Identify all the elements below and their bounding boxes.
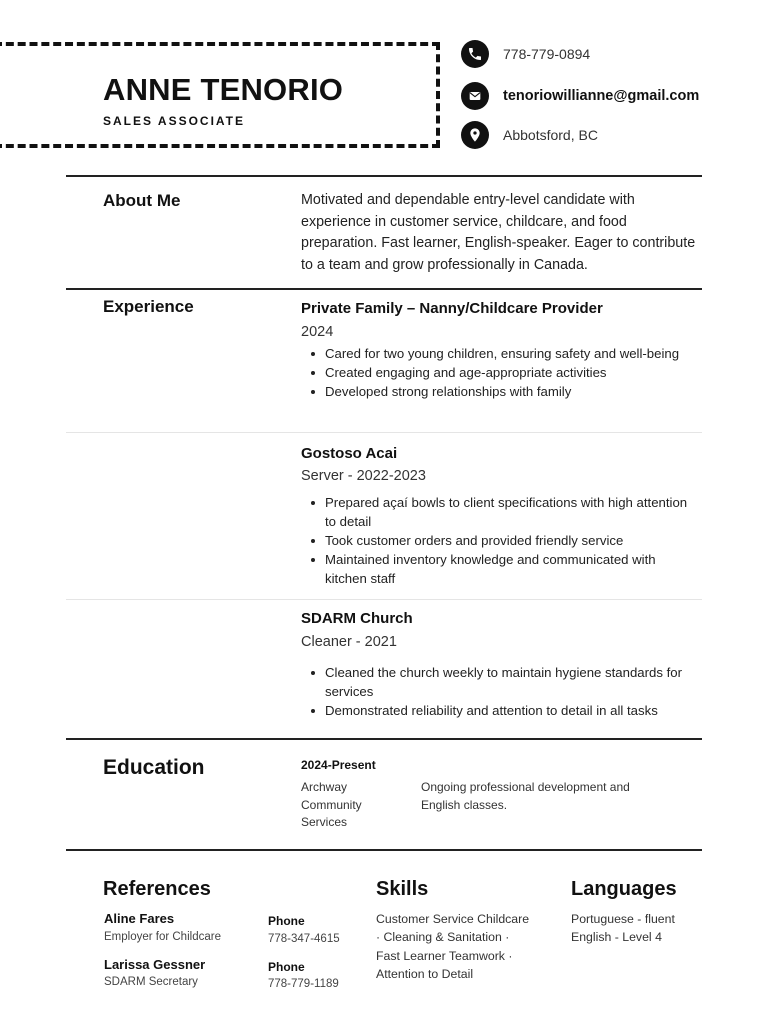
reference-phone: 778-779-1189 [268,978,339,990]
reference-phone: 778-347-4615 [268,933,340,945]
list-item: Took customer orders and provided friendly service [301,531,691,550]
skills-text: Customer Service Childcare · Cleaning & Sanitation · Fast Learner Teamwork · Attention to Detail [376,912,530,981]
list-item: Cleaned the church weekly to maintain hygiene standards for services [301,663,691,701]
language-item: English - Level 4 [571,930,662,944]
job-divider [66,599,702,600]
job-title: SDARM Church [301,610,413,627]
job-detail: Cleaner - 2021 [301,634,397,650]
reference-role: Employer for Childcare [104,931,221,943]
about-heading: About Me [103,191,181,210]
contact-phone [461,40,591,68]
job-bullets [301,663,691,720]
education-heading: Education [103,756,205,779]
contact-location [461,121,598,149]
list-item: Developed strong relationships with family [301,382,691,401]
list-item: Maintained inventory knowledge and communicated with kitchen staff [301,550,691,588]
about-text: Motivated and dependable entry-level candidate with experience in customer service, childcare, and food preparation. Fast learner, English-speaker. Eager to contribute to a team and grow professionally in Canada. [301,192,696,273]
reference-name: Aline Fares [104,911,175,926]
reference-role: SDARM Secretary [104,976,198,988]
experience-heading: Experience [103,297,194,316]
section-divider [66,175,702,177]
education-description: Ongoing professional development and English classes. [421,780,630,812]
references-heading: References [103,878,211,900]
list-item: Demonstrated reliability and attention to detail in all tasks [301,701,691,720]
job-divider [66,432,702,433]
section-divider [66,849,702,851]
envelope-icon [461,82,489,110]
candidate-title: SALES ASSOCIATE [103,114,246,128]
job-bullets [301,344,691,401]
list-item: Created engaging and age-appropriate activities [301,363,691,382]
education-period: 2024-Present [301,758,376,772]
phone-text: 778-779-0894 [503,46,591,62]
contact-email [461,82,700,110]
reference-name: Larissa Gessner [104,957,206,972]
section-divider [66,738,702,740]
list-item: Cared for two young children, ensuring safety and well-being [301,344,691,363]
skills-heading: Skills [376,878,429,900]
job-bullets [301,493,691,588]
phone-icon [461,40,489,68]
language-item: Portuguese - fluent [571,912,675,926]
section-divider [66,288,702,290]
job-title: Private Family – Nanny/Childcare Provider [301,300,603,317]
email-text: tenoriowillianne@gmail.com [503,88,700,104]
education-school: Archway Community Services [301,780,362,829]
languages-heading: Languages [571,878,677,900]
job-title: Gostoso Acai [301,445,398,462]
job-detail: 2024 [301,324,334,340]
candidate-name: ANNE TENORIO [103,72,344,107]
job-detail: Server - 2022-2023 [301,468,426,484]
location-text: Abbotsford, BC [503,127,598,143]
reference-phone-label: Phone [268,914,305,928]
map-pin-icon [461,121,489,149]
reference-phone-label: Phone [268,960,305,974]
list-item: Prepared açaí bowls to client specifications with high attention to detail [301,493,691,531]
